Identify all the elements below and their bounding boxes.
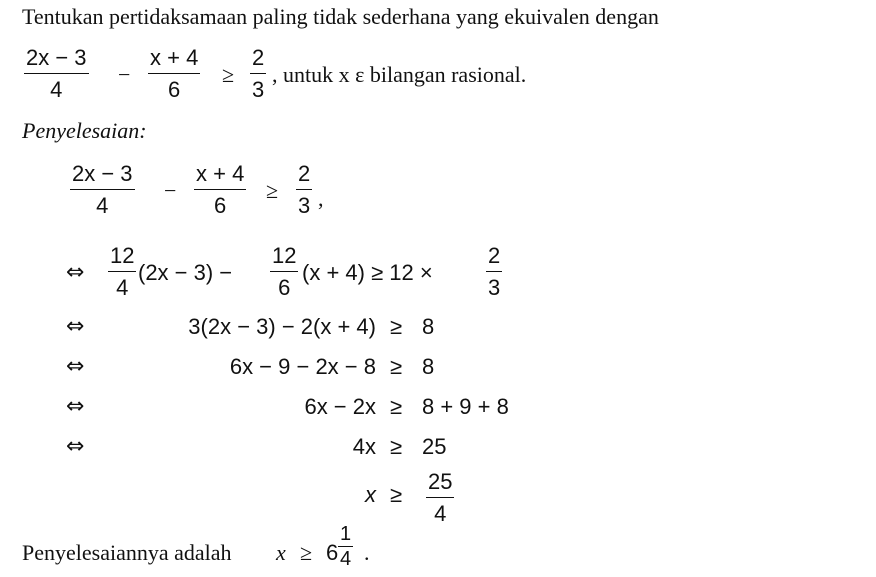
fraction-numerator: 2	[252, 45, 265, 70]
fraction-denominator: 6	[214, 193, 227, 219]
fraction-bar	[250, 73, 266, 74]
term-text-1: (2x − 3) −	[138, 260, 233, 285]
final-op: ≥	[390, 482, 403, 507]
step-lhs: 6x − 2x	[304, 394, 376, 419]
fraction-numerator: 2x − 3	[72, 161, 133, 186]
fraction-numerator: 2	[488, 243, 501, 268]
fraction-bar	[426, 497, 454, 498]
step-op: ≥	[390, 354, 403, 379]
fraction-numerator: 2x − 3	[26, 45, 87, 70]
step-rhs: 25	[422, 434, 447, 459]
conclusion-op: ≥	[300, 540, 313, 565]
fraction-bar	[194, 189, 246, 190]
fraction-bar	[24, 73, 89, 74]
geq-sign: ≥	[222, 62, 235, 87]
fraction-numerator: x + 4	[150, 45, 199, 70]
geq-sign: ≥	[266, 178, 279, 203]
fraction-numerator: 2	[298, 161, 311, 186]
fraction-denominator: 4	[116, 275, 129, 301]
problem-fraction-2	[148, 46, 200, 102]
step-op: ≥	[390, 314, 403, 339]
equivalence-arrow-icon: ⇔	[66, 354, 85, 379]
final-lhs: x	[365, 482, 376, 507]
fraction-bar	[270, 271, 298, 272]
step-lhs: 4x	[352, 434, 376, 459]
fraction-bar	[70, 189, 135, 190]
problem-tail: , untuk x ε bilangan rasional.	[272, 62, 527, 87]
fraction-denominator: 3	[488, 275, 501, 301]
conclusion-fraction	[338, 524, 353, 569]
solution-fraction-3	[296, 162, 312, 218]
fraction-numerator: 12	[272, 243, 297, 268]
fraction-bar	[486, 271, 502, 272]
fraction-denominator: 4	[96, 193, 109, 219]
fraction-bar	[338, 546, 353, 547]
fraction-denominator: 4	[340, 548, 352, 571]
problem-fraction-1	[24, 46, 89, 102]
problem-fraction-3	[250, 46, 266, 102]
step-op: ≥	[390, 394, 403, 419]
equivalence-arrow-icon: ⇔	[66, 434, 85, 459]
comma: ,	[318, 186, 324, 211]
fraction-denominator: 3	[252, 77, 265, 103]
fraction-denominator: 3	[298, 193, 311, 219]
solution-heading: Penyelesaian:	[22, 118, 147, 143]
fraction-denominator: 6	[278, 275, 291, 301]
solution-fraction-12-4	[108, 244, 136, 300]
solution-fraction-2-3	[486, 244, 502, 300]
step-rhs: 8	[422, 354, 435, 379]
fraction-numerator: 12	[110, 243, 135, 268]
solution-fraction-12-6	[270, 244, 298, 300]
fraction-bar	[108, 271, 136, 272]
equivalence-arrow-icon: ⇔	[66, 314, 85, 339]
fraction-bar	[148, 73, 200, 74]
minus-sign: −	[118, 62, 131, 87]
fraction-numerator: x + 4	[196, 161, 245, 186]
equivalence-arrow-icon: ⇔	[66, 260, 85, 285]
step-op: ≥	[390, 434, 403, 459]
final-fraction	[426, 470, 454, 526]
fraction-denominator: 4	[50, 77, 63, 103]
step-rhs: 8 + 9 + 8	[422, 394, 509, 419]
fraction-bar	[296, 189, 312, 190]
step-lhs: 3(2x − 3) − 2(x + 4)	[188, 314, 376, 339]
problem-intro: Tentukan pertidaksamaan paling tidak sederhana yang ekuivalen dengan	[22, 4, 659, 29]
solution-fraction-1	[70, 162, 135, 218]
fraction-denominator: 4	[434, 501, 447, 527]
fraction-numerator: 1	[340, 523, 352, 545]
step-lhs: 6x − 9 − 2x − 8	[229, 354, 376, 379]
minus-sign: −	[164, 178, 177, 203]
conclusion-variable: x	[276, 540, 286, 565]
fraction-numerator: 25	[428, 469, 453, 494]
solution-fraction-2	[194, 162, 246, 218]
step-rhs: 8	[422, 314, 435, 339]
conclusion-end: .	[364, 540, 370, 565]
conclusion-whole: 6	[326, 540, 339, 565]
fraction-denominator: 6	[168, 77, 181, 103]
equivalence-arrow-icon: ⇔	[66, 394, 85, 419]
conclusion-text: Penyelesaiannya adalah	[22, 540, 232, 565]
term-text-2: (x + 4) ≥ 12 ×	[302, 260, 433, 285]
